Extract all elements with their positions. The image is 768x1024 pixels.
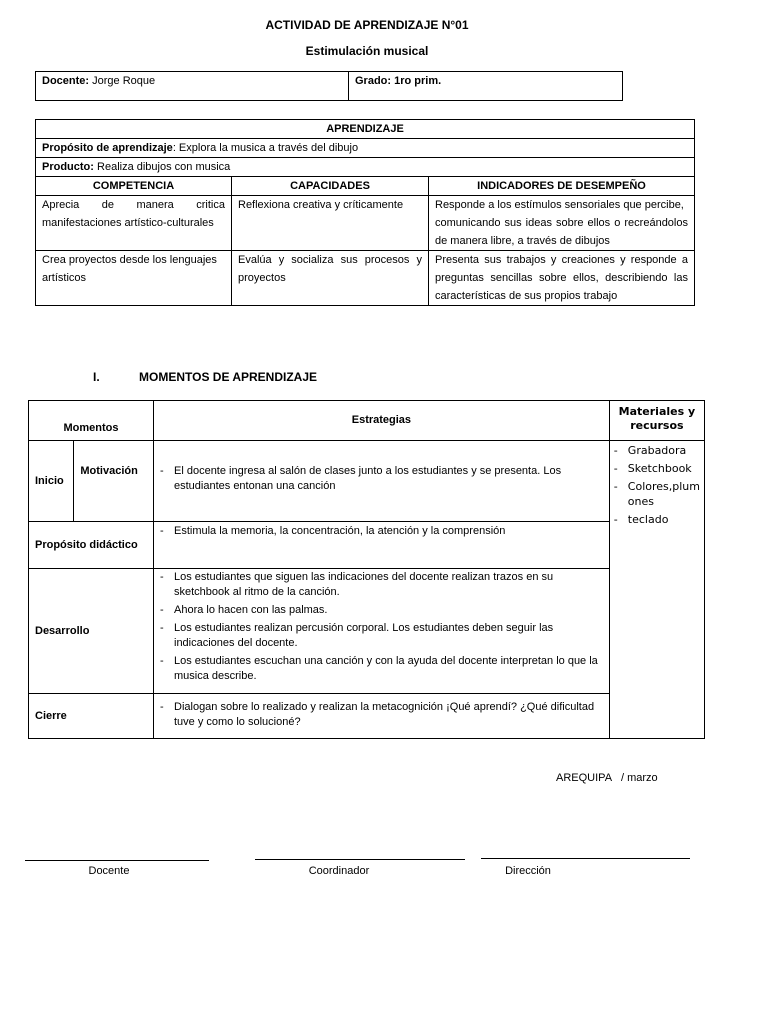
list-item: - Grabadora [614, 443, 700, 458]
column-header-capacidades: CAPACIDADES [232, 177, 429, 196]
aprendizaje-table [35, 119, 695, 306]
proposito-row [36, 139, 695, 158]
producto-label: Producto: [42, 161, 94, 173]
list-item: - Los estudiantes que siguen las indicaciones del docente realizan trazos en su sketchbook al ritmo de la canción. [160, 570, 603, 600]
table-row [36, 251, 695, 306]
grado-cell [349, 72, 623, 101]
list-item: - El docente ingresa al salón de clases junto a los estudiantes y se presenta. Los estudiantes entonan una canción [160, 464, 603, 494]
list-item: - Estimula la memoria, la concentración, la atención y la comprensión [160, 524, 603, 539]
signature-line-docente [25, 860, 209, 861]
signature-line-direccion [481, 858, 690, 859]
proposito-value: : Explora la musica a través del dibujo [172, 142, 359, 154]
proposito-label: Propósito de aprendizaje [42, 142, 173, 154]
column-header-estrategias: Estrategias [154, 401, 610, 441]
momentos-table [28, 400, 705, 739]
signature-label-docente: Docente [88, 865, 130, 877]
competencia-cell: Crea proyectos desde los lenguajes artísticos [36, 251, 232, 306]
info-table [35, 71, 623, 101]
list-item: - Los estudiantes escuchan una canción y con la ayuda del docente interpretan lo que la musica describe. [160, 654, 603, 684]
motivacion-label: Motivación [74, 441, 154, 522]
section-title: MOMENTOS DE APRENDIZAJE [139, 370, 318, 384]
signature-label-direccion: Dirección [505, 865, 551, 877]
desarrollo-label: Desarrollo [29, 569, 154, 694]
list-item: - Colores,plum ones [614, 479, 700, 509]
capacidades-cell: Evalúa y socializa sus procesos y proyectos [232, 251, 429, 306]
document-title: ACTIVIDAD DE APRENDIZAJE N°01 [265, 18, 469, 32]
list-item: - Ahora lo hacen con las palmas. [160, 603, 603, 618]
desarrollo-strategies [154, 569, 610, 694]
column-header-competencia: COMPETENCIA [36, 177, 232, 196]
competencia-cell: Aprecia de manera critica manifestaciones artístico-culturales [36, 196, 232, 251]
indicador-line: Responde a los estímulos sensoriales que percibe, [435, 199, 684, 211]
column-header-momentos: Momentos [29, 401, 154, 441]
place-label: AREQUIPA [556, 772, 613, 784]
proposito-didactico-label: Propósito didáctico [29, 522, 154, 569]
docente-cell [36, 72, 349, 101]
signature-line-coordinador [255, 859, 465, 860]
section-number: I. [93, 370, 100, 384]
cierre-strategies [154, 694, 610, 739]
column-header-materiales: Materiales y recursos [609, 401, 704, 441]
producto-value: Realiza dibujos con musica [93, 161, 231, 173]
docente-label: Docente: [42, 75, 90, 87]
list-item: - Sketchbook [614, 461, 700, 476]
column-header-indicadores: INDICADORES DE DESEMPEÑO [429, 177, 695, 196]
document-subtitle: Estimulación musical [305, 44, 429, 58]
list-item: - Los estudiantes realizan percusión corporal. Los estudiantes deben seguir las indicaciones del docente. [160, 621, 603, 651]
producto-row [36, 158, 695, 177]
table-row [36, 196, 695, 251]
cierre-label: Cierre [29, 694, 154, 739]
aprendizaje-heading: APRENDIZAJE [36, 120, 695, 139]
list-item: - teclado [614, 512, 700, 527]
motivacion-strategies [154, 441, 610, 522]
capacidades-cell: Reflexiona creativa y críticamente [232, 196, 429, 251]
grado-value: 1ro prim. [394, 75, 442, 87]
indicador-cell [429, 196, 695, 251]
signature-label-coordinador: Coordinador [308, 865, 370, 877]
indicador-line: comunicando sus ideas sobre ellos o recreándolos de manera libre, a través de dibujos [435, 217, 688, 247]
list-item: - Dialogan sobre lo realizado y realizan la metacognición ¡Qué aprendí? ¿Qué dificultad tuve y como lo solucioné? [160, 700, 603, 730]
indicador-cell: Presenta sus trabajos y creaciones y responde a preguntas sencillas sobre ellos, describiendo las características de sus propios trabajo [429, 251, 695, 306]
proposito-strategies [154, 522, 610, 569]
docente-value: Jorge Roque [92, 75, 156, 87]
grado-label: Grado: [355, 75, 392, 87]
materiales-cell [609, 441, 704, 739]
date-label: / marzo [621, 772, 658, 784]
inicio-label: Inicio [29, 441, 74, 522]
